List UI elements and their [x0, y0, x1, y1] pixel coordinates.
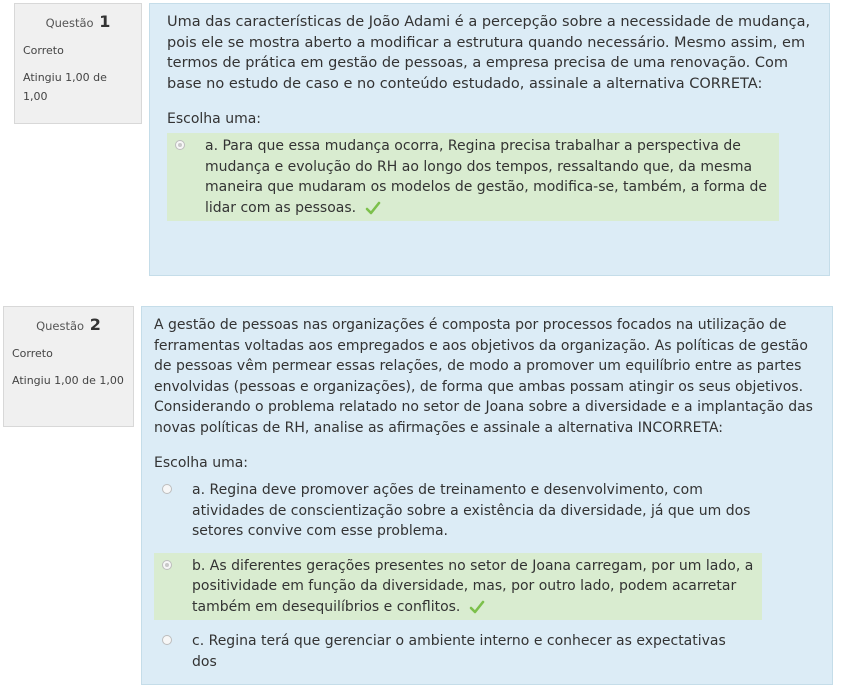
question-label: Questão — [36, 319, 85, 333]
radio-button[interactable] — [162, 560, 172, 570]
question-label: Questão — [45, 16, 94, 30]
check-icon — [365, 201, 381, 215]
question-status: Correto — [23, 44, 64, 57]
question-status: Correto — [12, 347, 53, 360]
check-icon — [469, 600, 485, 614]
option-text: a. Regina deve promover ações de treinamento e desenvolvimento, com atividades de conscientização sobre a existência da diversidade, já que um dos setores convive com esse problema. — [192, 482, 751, 539]
question-content — [149, 3, 830, 276]
question-number — [12, 315, 125, 334]
radio-button[interactable] — [175, 140, 185, 150]
question-info-panel — [14, 3, 142, 124]
question-content — [141, 306, 833, 685]
answer-option-a[interactable] — [154, 477, 762, 545]
question-text: A gestão de pessoas nas organizações é composta por processos focados na utilização de ferramentas voltadas aos empregados e aos objetivos da organização. As políticas de gestão de pessoas vêm permear essas relações, de modo a promover um equilíbrio entre as partes envolvidas (pessoas e organizações), de forma que ambas possam atingir os seus objetivos. Considerando o problema relatado no setor de Joana sobre a diversidade e a implantação das novas políticas de RH, analise as afirmações e assinale a alternativa INCORRETA: — [154, 317, 813, 436]
question-grade: Atingiu 1,00 de 1,00 — [23, 71, 107, 103]
radio-button[interactable] — [162, 635, 172, 645]
answer-option-a[interactable] — [167, 133, 779, 221]
question-text: Uma das características de João Adami é a percepção sobre a necessidade de mudança, pois ele se mostra aberto a modificar a estrutura quando necessário. Mesmo assim, em termos de prática em gestão de pessoas, a empresa precisa de uma renovação. Com base no estudo de caso e no conteúdo estudado, assinale a alternativa CORRETA: — [167, 14, 811, 92]
answer-options — [154, 477, 822, 675]
option-text: c. Regina terá que gerenciar o ambiente interno e conhecer as expectativas dos — [192, 633, 726, 670]
question-grade: Atingiu 1,00 de 1,00 — [12, 374, 124, 387]
answer-prompt: Escolha uma: — [154, 455, 249, 471]
question-number-value: 1 — [99, 12, 111, 31]
answer-options — [167, 133, 819, 221]
divider — [0, 276, 851, 292]
answer-option-b[interactable] — [154, 553, 762, 621]
radio-button[interactable] — [162, 484, 172, 494]
answer-option-c[interactable] — [154, 628, 762, 675]
question-number — [23, 12, 133, 31]
question-info-panel — [3, 306, 134, 427]
option-text: a. Para que essa mudança ocorra, Regina precisa trabalhar a perspectiva de mudança e evolução do RH ao longo dos tempos, ressaltando que, da mesma maneira que mudaram os modelos de gestão, modifica-se, também, a forma de lidar com as pessoas. — [205, 138, 767, 216]
question-number-value: 2 — [89, 315, 101, 334]
option-text: b. As diferentes gerações presentes no setor de Joana carregam, por um lado, a positividade em função da diversidade, mas, por outro lado, podem acarretar também em desequilíbrios e conflitos. — [192, 557, 754, 615]
answer-prompt: Escolha uma: — [167, 111, 262, 127]
